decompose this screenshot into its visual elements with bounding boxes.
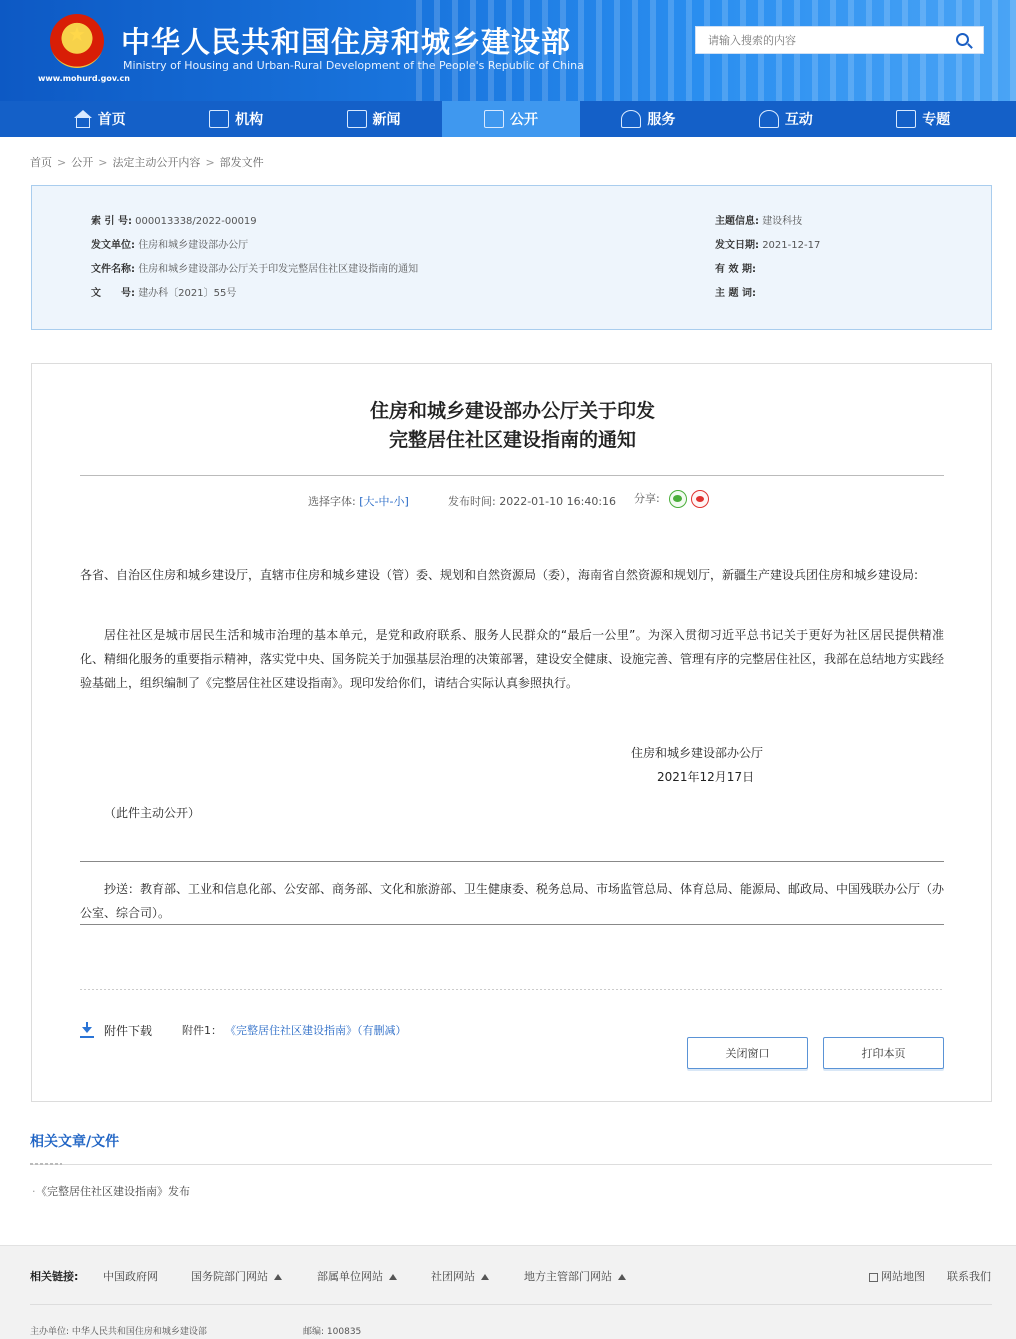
attachment-label: 附件下载: [104, 1024, 153, 1038]
signer: 住房和城乡建设部办公厅: [631, 746, 764, 760]
nav-item-label: 专题: [922, 112, 951, 128]
expand-up-icon: [618, 1274, 626, 1280]
related-title: 相关文章/文件: [30, 1134, 120, 1150]
article-container: [31, 363, 992, 1102]
attachment-link[interactable]: 《完整居住社区建设指南》（有删减）: [225, 1024, 407, 1037]
breadcrumb-disclosure[interactable]: 公开: [71, 156, 94, 169]
font-size-small[interactable]: 小: [393, 495, 405, 508]
footer-postcode: 邮编: 100835: [303, 1327, 362, 1337]
article-title-line-1: 住房和城乡建设部办公厅关于印发: [369, 400, 655, 422]
meta-issue-date: 发文日期: 2021-12-17: [715, 240, 821, 251]
home-icon: [72, 110, 92, 128]
meta-doc-name: 文件名称: 住房和城乡建设部办公厅关于印发完整居住社区建设指南的通知: [91, 264, 419, 275]
document-meta-box: [31, 185, 992, 330]
disclosure-icon: [484, 110, 504, 128]
meta-topic: 主题信息: 建设科技: [715, 216, 803, 227]
footer-link-state-council[interactable]: 国务院部门网站: [191, 1268, 282, 1284]
font-size-selector: [308, 493, 409, 509]
cc-recipients: 抄送：教育部、工业和信息化部、公安部、商务部、文化和旅游部、卫生健康委、税务总局、市场监管总局、体育总局、能源局、邮政局、中国残联办公厅（办公室、综合司）。: [80, 882, 945, 920]
breadcrumb-separator: >: [98, 156, 108, 169]
footer-host: 主办单位: 中华人民共和国住房和城乡建设部: [30, 1327, 207, 1337]
nav-item-label: 公开: [509, 112, 538, 128]
site-header: [0, 0, 1016, 101]
expand-up-icon: [481, 1274, 489, 1280]
site-subtitle: Ministry of Housing and Urban-Rural Development of the People's Republic of China: [123, 59, 584, 72]
related-divider-accent: [30, 1163, 62, 1165]
search-box: [695, 26, 984, 54]
footer-link-local[interactable]: 地方主管部门网站: [524, 1268, 626, 1284]
nav-item-label: 新闻: [372, 112, 401, 128]
search-icon[interactable]: [956, 33, 969, 46]
news-icon: [347, 110, 367, 128]
nav-item-label: 机构: [235, 112, 264, 128]
article-title: [32, 397, 993, 455]
font-sep: -: [389, 495, 394, 508]
nav-item-organization[interactable]: [167, 101, 304, 137]
footer-link-affiliated[interactable]: 部属单位网站: [317, 1268, 397, 1284]
nav-item-home[interactable]: [30, 101, 167, 137]
site-url: www.mohurd.gov.cn: [38, 74, 130, 83]
contact-link[interactable]: 联系我们: [947, 1270, 991, 1283]
site-footer: [0, 1245, 1016, 1339]
bullet-icon: ·: [32, 1185, 36, 1198]
meta-issuer: 发文单位: 住房和城乡建设部办公厅: [91, 240, 249, 251]
share-bar: [634, 490, 709, 508]
expand-up-icon: [274, 1274, 282, 1280]
weibo-share-icon[interactable]: [691, 490, 709, 508]
related-divider: [30, 1164, 992, 1165]
meta-validity: 有 效 期:: [715, 264, 756, 275]
breadcrumb-documents[interactable]: 部发文件: [219, 156, 264, 169]
breadcrumb-statutory[interactable]: 法定主动公开内容: [112, 156, 201, 169]
cc-divider-top: [80, 861, 944, 862]
font-size-medium[interactable]: 中: [378, 495, 390, 508]
article-recipients: 各省、自治区住房和城乡建设厅，直辖市住房和城乡建设（管）委、规划和自然资源局（委），海南省自然资源和规划厅，新疆生产建设兵团住房和城乡建设局:: [80, 568, 919, 582]
font-bracket-open: [: [359, 495, 364, 508]
font-size-label: 选择字体:: [308, 495, 356, 508]
attachment-divider: [80, 989, 944, 990]
article-title-line-2: 完整居住社区建设指南的通知: [388, 429, 636, 451]
nav-item-label: 服务: [647, 112, 676, 128]
attachment-prefix: 附件1：: [182, 1024, 222, 1037]
breadcrumb-separator: >: [57, 156, 67, 169]
nav-item-service[interactable]: [580, 101, 717, 137]
building-icon: [209, 110, 229, 128]
breadcrumb-separator: >: [205, 156, 215, 169]
nav-item-label: 互动: [784, 112, 813, 128]
topic-icon: [896, 110, 916, 128]
font-size-large[interactable]: 大: [363, 495, 375, 508]
sign-date: 2021年12月17日: [657, 770, 755, 784]
footer-link-associations[interactable]: 社团网站: [431, 1268, 489, 1284]
breadcrumb-home[interactable]: 首页: [30, 156, 52, 169]
breadcrumb: [30, 154, 264, 170]
nav-item-label: 首页: [97, 112, 126, 128]
nav-item-interaction[interactable]: [717, 101, 854, 137]
download-icon: [80, 1022, 94, 1038]
sitemap-link[interactable]: 网站地图: [869, 1268, 925, 1284]
nav-item-topic[interactable]: [855, 101, 992, 137]
font-sep: -: [374, 495, 379, 508]
interaction-icon: [759, 110, 779, 128]
publish-time: [448, 493, 616, 509]
meta-index-no: 索 引 号: 000013338/2022-00019: [91, 216, 257, 227]
wechat-share-icon[interactable]: [669, 490, 687, 508]
related-item[interactable]: [32, 1183, 190, 1199]
service-icon: [621, 110, 641, 128]
site-title[interactable]: 中华人民共和国住房和城乡建设部: [121, 25, 572, 59]
nav-item-disclosure[interactable]: [442, 101, 579, 137]
main-nav: [0, 101, 1016, 137]
related-item-label: 《完整居住社区建设指南》发布: [41, 1185, 190, 1198]
national-emblem-icon[interactable]: ★: [50, 14, 104, 68]
print-page-button[interactable]: 打印本页: [823, 1037, 944, 1069]
close-window-button[interactable]: 关闭窗口: [687, 1037, 808, 1069]
expand-up-icon: [389, 1274, 397, 1280]
publish-time-label: 发布时间:: [448, 495, 496, 508]
footer-divider: [30, 1304, 992, 1305]
public-note: （此件主动公开）: [104, 806, 201, 820]
article-paragraph: 居住社区是城市居民生活和城市治理的基本单元，是党和政府联系、服务人民群众的“最后一公里”。为深入贯彻习近平总书记关于更好为社区居民提供精准化、精细化服务的重要指示精神，落实党中央、国务院关于加强基层治理的决策部署，建设安全健康、设施完善、管理有序的完整居住社区，我部在总结地方实践经验基础上，组织编制了《完整居住社区建设指南》。现印发给你们，请结合实际认真参照执行。: [80, 628, 945, 690]
nav-item-news[interactable]: [305, 101, 442, 137]
meta-doc-no: 文 号: 建办科〔2021〕55号: [91, 288, 237, 299]
share-label: 分享:: [634, 492, 660, 505]
search-input[interactable]: [696, 27, 936, 53]
sitemap-icon: [869, 1273, 878, 1282]
footer-link-gov[interactable]: 中国政府网: [103, 1270, 158, 1283]
font-bracket-close: ]: [404, 495, 409, 508]
title-divider: [80, 475, 944, 476]
meta-keywords: 主 题 词:: [715, 288, 756, 299]
cc-divider-bottom: [80, 924, 944, 925]
publish-time-value: 2022-01-10 16:40:16: [499, 495, 617, 508]
footer-links-label: 相关链接:: [30, 1270, 79, 1283]
